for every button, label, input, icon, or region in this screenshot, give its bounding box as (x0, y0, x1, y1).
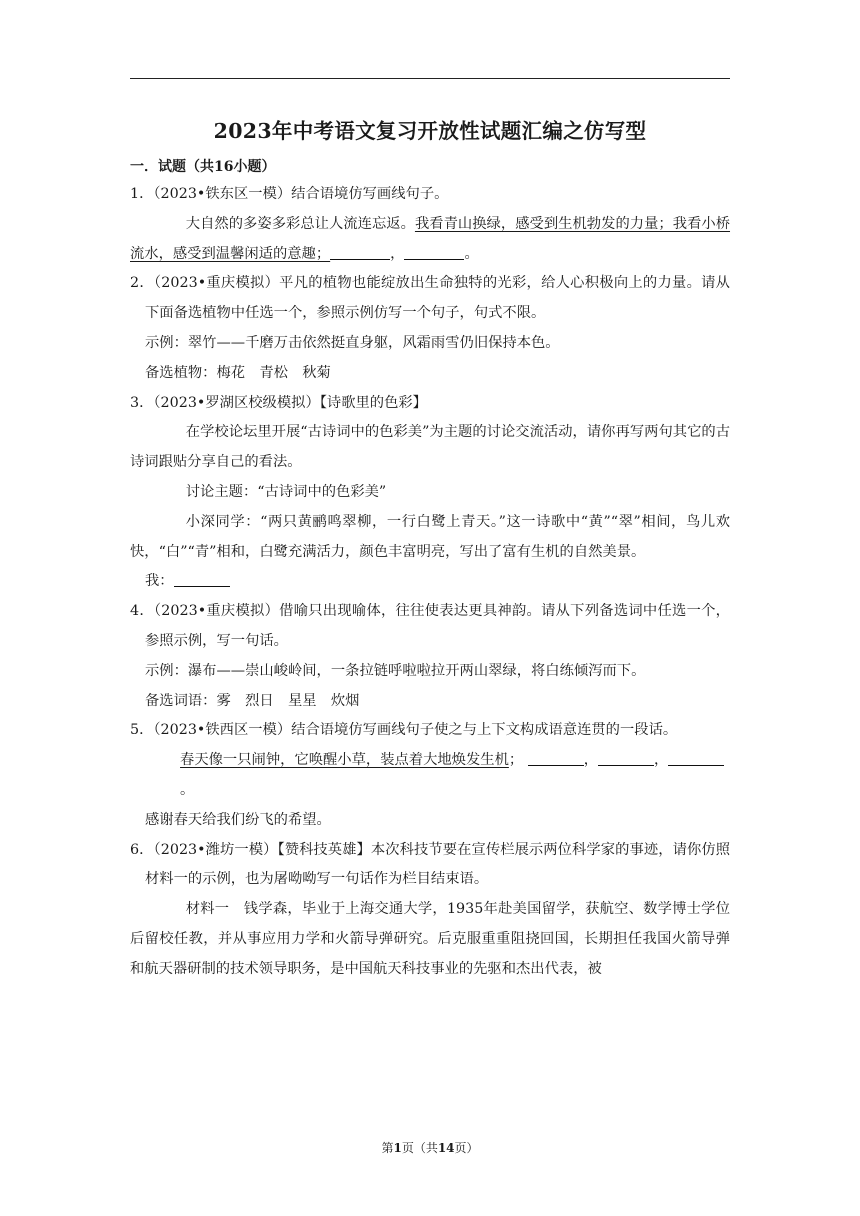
question-2-stem: 2．（2023•重庆模拟）平凡的植物也能绽放出生命独特的光彩，给人心积极向上的力量。请从下面备选植物中任选一个，参照示例仿写一个句子，句式不限。 (130, 275, 730, 322)
question-6-stem: 6．（2023•潍坊一模）【赞科技英雄】本次科技节要在宣传栏展示两位科学家的事迹，请你仿照材料一的示例，也为屠呦呦写一句话作为栏目结束语。 (130, 841, 730, 888)
section-heading: 一．试题（共16小题） (130, 159, 276, 175)
question-3-stem: 3．（2023•罗湖区校级模拟）【诗歌里的色彩】 (130, 394, 427, 411)
question-4-options: 备选词语：雾 烈日 星星 炊烟 (145, 692, 360, 709)
underlined-sentence: 我看青山换绿，感受到生机勃发的力量；我看小桥流水，感受到温馨闲适的意趣； (130, 215, 731, 262)
question-3-paragraph-1: 在学校论坛里开展“古诗词中的色彩美”为主题的讨论交流活动，请你再写两句其它的古诗词跟贴分享自己的看法。 (130, 424, 730, 471)
question-6-material: 材料一 钱学森，毕业于上海交通大学，1935年赴美国留学，获航空、数学博士学位后留校任教，并从事应用力学和火箭导弹研究。后克服重重阻挠回国，长期担任我国火箭导弹和航天器研制的技术领导职务，是中国航天科技事业的先驱和杰出代表，被 (130, 901, 730, 977)
answer-blank[interactable] (668, 751, 724, 766)
page-total: 14 (437, 1141, 455, 1155)
question-1-stem: 1．（2023•铁东区一模）结合语境仿写画线句子。 (130, 186, 449, 202)
question-4-example: 示例：瀑布——崇山峻岭间，一条拉链呼啦啦拉开两山翠绿，将白练倾泻而下。 (145, 662, 646, 679)
answer-blank[interactable] (598, 751, 654, 766)
page-number: 1 (393, 1141, 402, 1155)
question-5-passage: 春天像一只闹钟，它唤醒小草，装点着大地焕发生机； ， ，。 (130, 746, 730, 806)
question-1-passage: 大自然的多姿多彩总让人流连忘返。我看青山换绿，感受到生机勃发的力量；我看小桥流水，感受到温馨闲适的意趣； ， 。 (130, 215, 731, 262)
question-5-stem: 5．（2023•铁西区一模）结合语境仿写画线句子使之与上下文构成语意连贯的一段话。 (130, 722, 678, 739)
question-3-answer-line: 我： (130, 567, 730, 597)
answer-blank[interactable] (404, 244, 464, 259)
question-2-example: 示例：翠竹——千磨万击依然挺直身躯，风霜雨雪仍旧保持本色。 (145, 334, 560, 351)
header-rule (130, 78, 730, 79)
answer-blank[interactable] (528, 751, 584, 766)
question-3-topic: 讨论主题：“古诗词中的色彩美” (185, 483, 387, 500)
question-4-stem: 4．（2023•重庆模拟）借喻只出现喻体，往往使表达更具神韵。请从下列备选词中任选一个，参照示例，写一句话。 (130, 603, 730, 649)
answer-blank[interactable] (174, 572, 230, 587)
answer-blank[interactable] (330, 244, 390, 259)
question-5-after: 感谢春天给我们纷飞的希望。 (145, 811, 331, 828)
questions (130, 180, 730, 985)
document-title: 2023年中考语文复习开放性试题汇编之仿写型 (213, 119, 647, 143)
question-2-options: 备选植物：梅花 青松 秋菊 (145, 364, 331, 381)
page-footer: 第1页（共14页） (381, 1141, 479, 1155)
question-3-paragraph-2: 小深同学：“两只黄鹂鸣翠柳，一行白鹭上青天。”这一诗歌中“黄”“翠”相间，鸟儿欢快，“白”“青”相和，白鹭充满活力，颜色丰富明亮，写出了富有生机的自然美景。 (130, 513, 730, 560)
underlined-sentence: 春天像一只闹钟，它唤醒小草，装点着大地焕发生机 (180, 752, 509, 769)
